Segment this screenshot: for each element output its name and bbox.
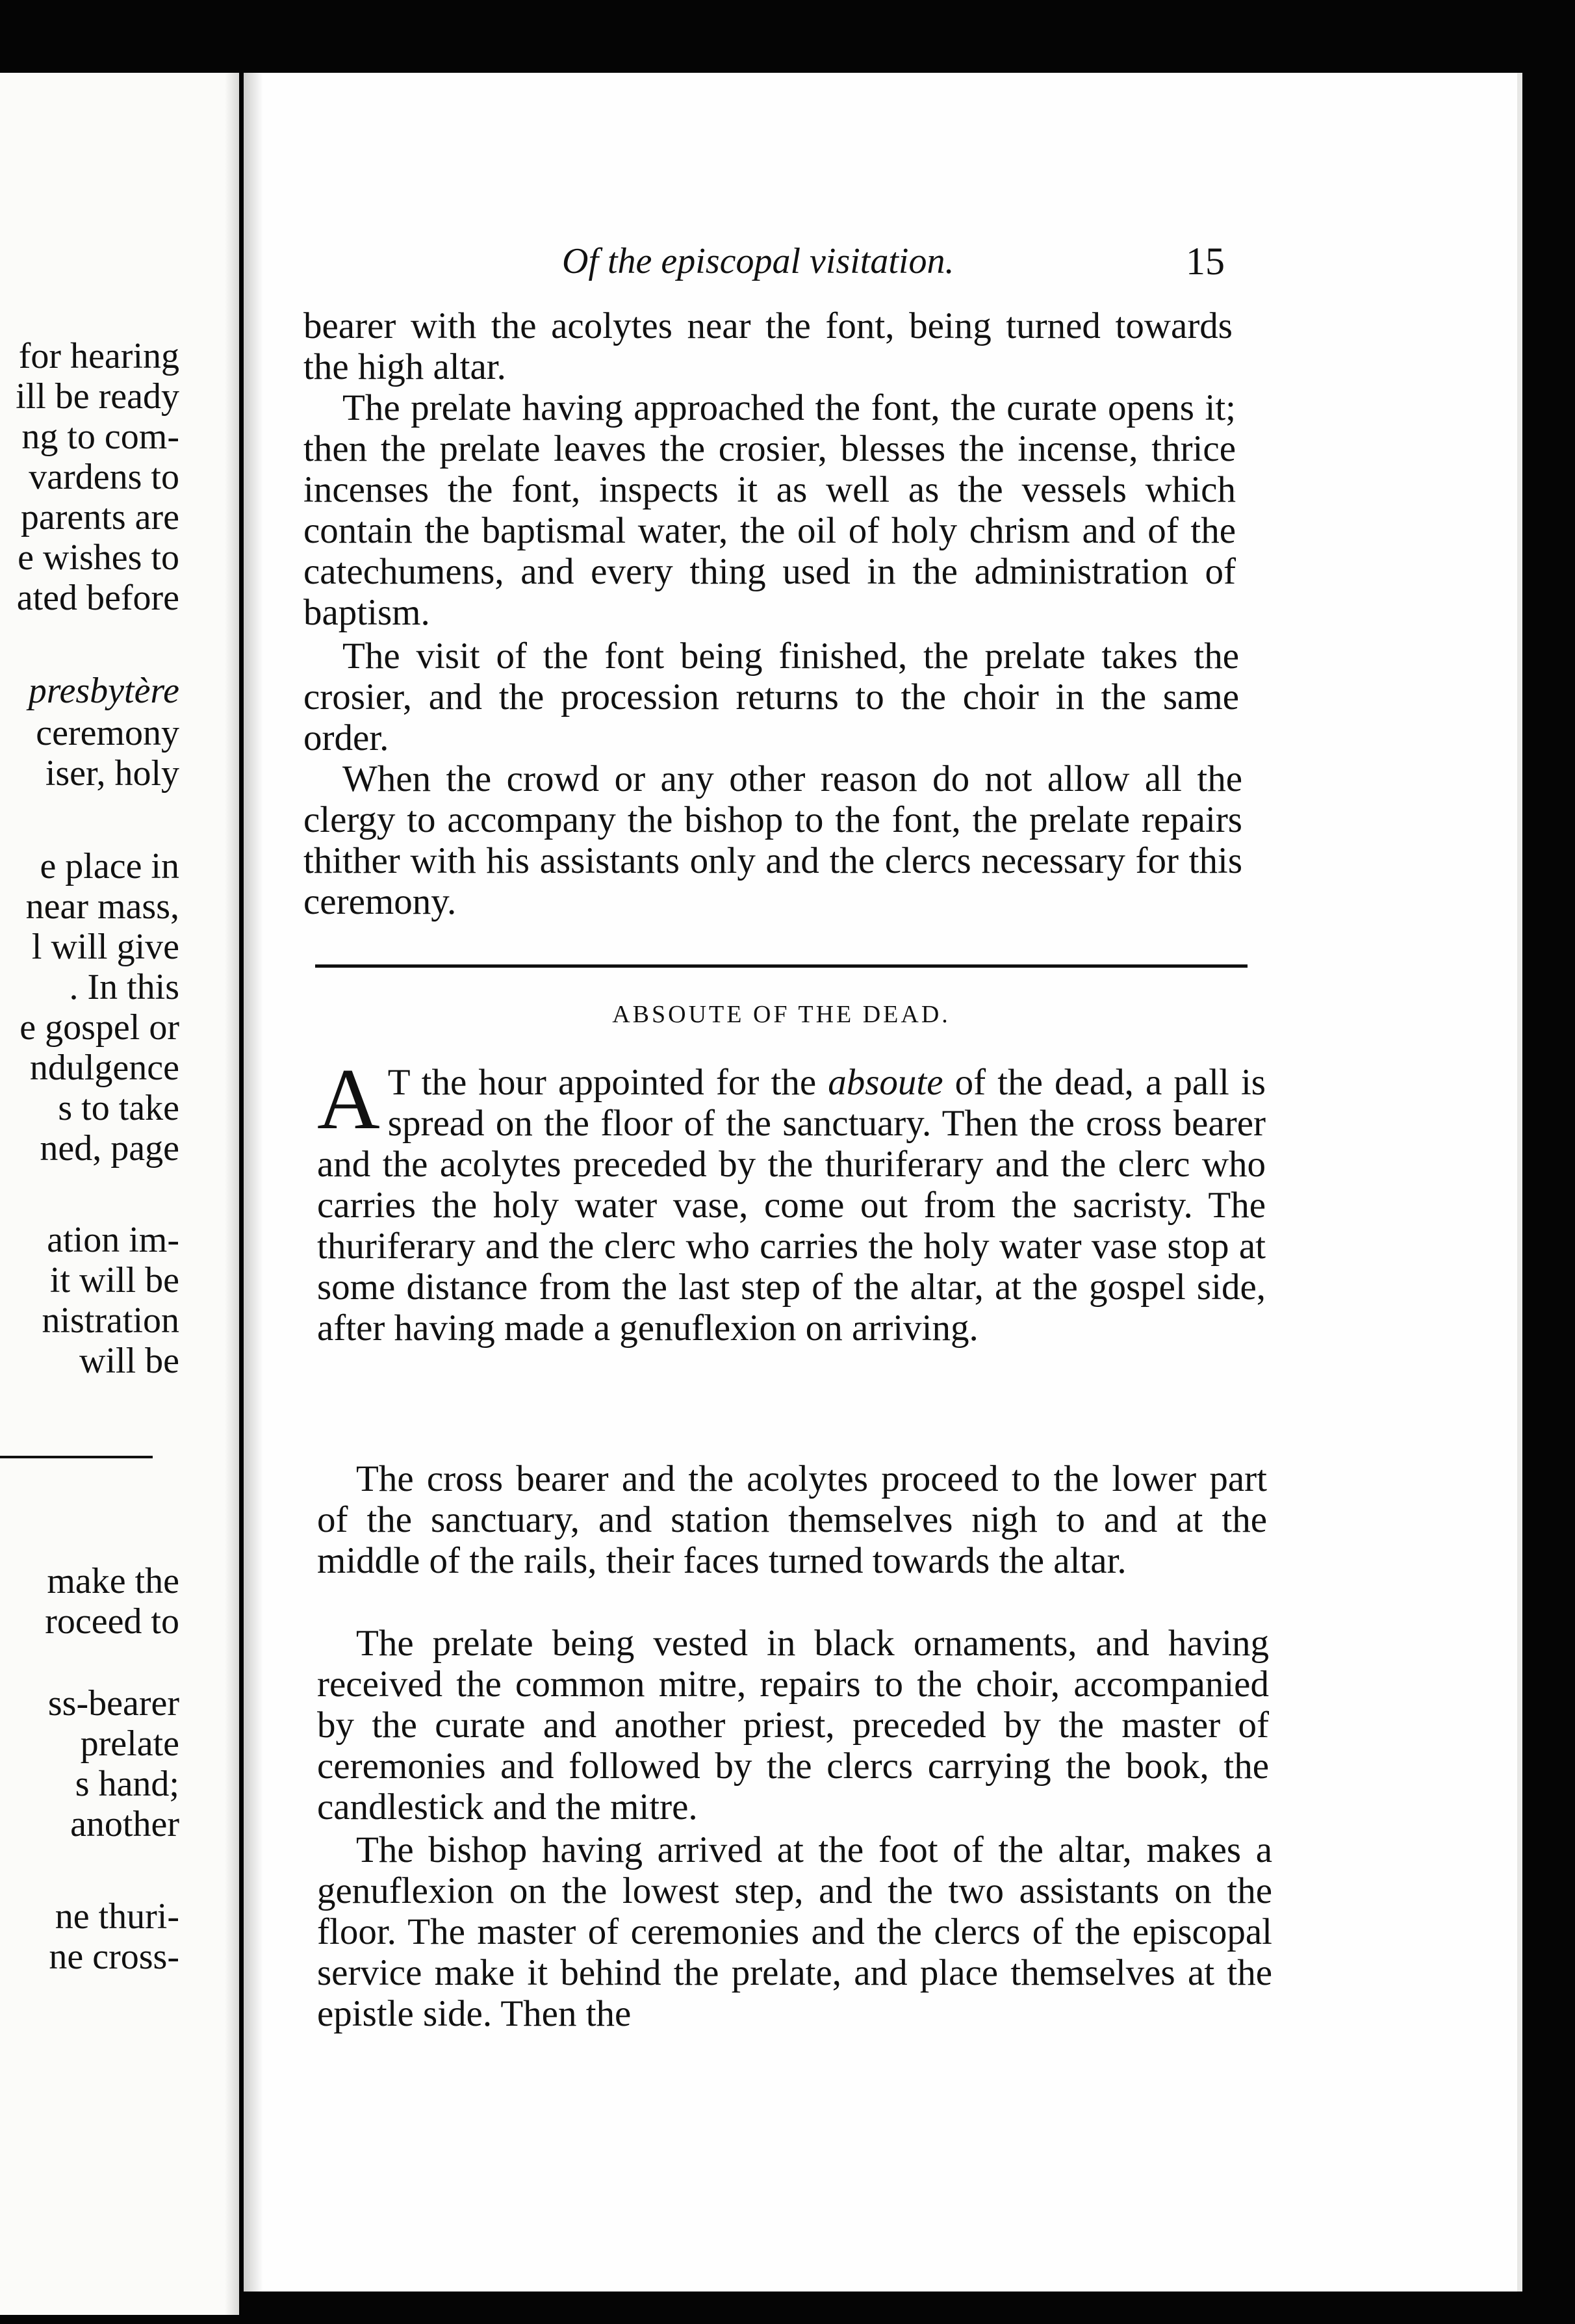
left-page-line: e gospel or <box>19 1007 179 1048</box>
left-page-line: ng to com- <box>21 417 179 457</box>
paragraph-text: bearer with the acolytes near the font, being turned towards the high altar. <box>303 305 1233 387</box>
left-page-line: ss-bearer <box>47 1683 179 1724</box>
left-page-line: ated before <box>16 578 179 618</box>
paragraph-text: The prelate being vested in black ornaments, and having received the common mitre, repairs to the choir, accompanied by the curate and another priest, preceded by the master of ceremonies and followed by the clercs carrying the book, the candlestick and the mitre. <box>317 1623 1269 1827</box>
left-page-rule <box>0 1456 153 1458</box>
left-page-line: roceed to <box>45 1601 179 1642</box>
left-page-line: ne cross- <box>49 1937 179 1977</box>
paragraph-text: The prelate having approached the font, the curate opens it; then the prelate leaves the crosier, blesses the incense, thrice incenses the font, inspects it as well as the vessels which contain the baptismal water, the oil of holy chrism and of the catechumens, and every thing used in the administration of baptism. <box>303 387 1236 633</box>
running-head: Of the episcopal visitation. <box>562 241 954 281</box>
section-first-paragraph <box>317 1051 1266 1349</box>
left-page-line: parents are <box>20 497 179 537</box>
left-page-line: vardens to <box>29 457 179 497</box>
italic-term: absoute <box>828 1062 943 1103</box>
left-page-line: presbytère <box>28 671 179 711</box>
left-page-line: it will be <box>49 1260 179 1300</box>
paragraph-text: The visit of the font being finished, the prelate takes the crosier, and the procession returns to the choir in the same order. <box>303 636 1239 758</box>
left-page-line: iser, holy <box>45 753 179 794</box>
paragraph-text: When the crowd or any other reason do not allow all the clergy to accompany the bishop to the font, the prelate repairs thither with his assistants only and the clercs necessary for this ceremony. <box>303 758 1242 922</box>
left-page-line: another <box>70 1804 179 1844</box>
left-page-line: ndulgence <box>29 1048 179 1088</box>
paragraph <box>303 387 1236 633</box>
paragraph <box>303 636 1239 758</box>
paragraph-continuation <box>303 305 1233 387</box>
paragraph-text: The bishop having arrived at the foot of the altar, makes a genuflexion on the lowest step, and the two assistants on the floor. The master of ceremonies and the clercs of the episcopal service make it behind the prelate, and place themselves at the epistle side. Then the <box>317 1829 1272 2034</box>
left-page-line: l will give <box>31 927 179 967</box>
paragraph <box>303 758 1242 922</box>
section-rule <box>315 964 1248 968</box>
right-page <box>244 73 1517 2292</box>
left-page-line: nistration <box>42 1300 179 1341</box>
right-page-gutter <box>244 73 263 2292</box>
left-page-line: e wishes to <box>18 537 179 578</box>
left-page-line: s hand; <box>75 1764 179 1804</box>
left-page-line: ation im- <box>47 1220 179 1260</box>
paragraph <box>317 1829 1272 2034</box>
right-page-edge <box>1517 73 1522 2292</box>
paragraph <box>317 1623 1269 1827</box>
left-page-line: ill be ready <box>16 376 179 417</box>
left-page-line: ceremony <box>36 713 179 753</box>
left-page-line: e place in <box>40 846 179 886</box>
left-page <box>0 73 239 2315</box>
left-page-line: . In this <box>69 967 179 1007</box>
left-page-line: ned, page <box>40 1128 179 1168</box>
left-page-line: will be <box>79 1341 179 1381</box>
left-page-line: s to take <box>58 1088 179 1128</box>
left-page-line: make the <box>47 1561 179 1601</box>
left-page-line: prelate <box>80 1724 179 1764</box>
section-title: ABSOUTE OF THE DEAD. <box>612 1001 951 1028</box>
left-page-line: for hearing <box>18 336 179 376</box>
left-page-fold <box>225 73 239 2315</box>
paragraph-text: The cross bearer and the acolytes proceed to the lower part of the sanctuary, and station themselves nigh to and at the middle of the rails, their faces turned towards the altar. <box>317 1458 1267 1581</box>
paragraph <box>317 1458 1267 1581</box>
left-page-line: near mass, <box>25 886 179 927</box>
page-number: 15 <box>1186 240 1225 283</box>
paragraph-text: T the hour appointed for the <box>387 1062 828 1103</box>
drop-cap: A <box>317 1051 380 1147</box>
left-page-line: ne thuri- <box>55 1896 179 1937</box>
paragraph-text: of the dead, a pall is spread on the floor of the sanctuary. Then the cross bearer and the acolytes preceded by the thuriferary and the clerc who carries the holy water vase, come out from the sacristy. The thuriferary and the clerc who carries the holy water vase stop at some distance from the last step of the altar, at the gospel side, after having made a genuflexion on arriving. <box>317 1062 1266 1349</box>
